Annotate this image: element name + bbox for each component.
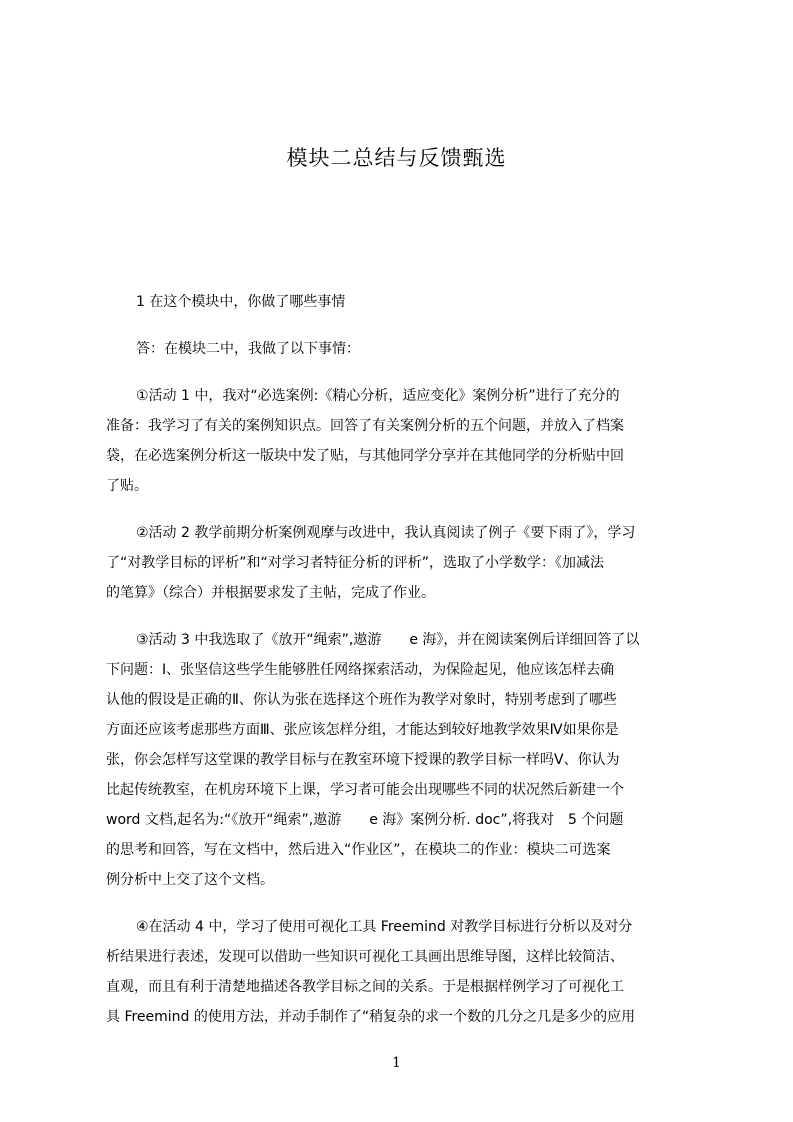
page-number: 1 bbox=[392, 1055, 401, 1071]
paragraph-line: 比起传统教室，在机房环境下上课，学习者可能会出现哪些不同的状况然后新建一个 bbox=[106, 782, 624, 798]
paragraph-line: 袋，在必选案例分析这一版块中发了贴，与其他同学分享并在其他同学的分析贴中回 bbox=[106, 448, 624, 464]
paragraph-line: 方面还应该考虑那些方面Ⅲ、张应该怎样分组，才能达到较好地教学效果Ⅳ如果你是 bbox=[106, 722, 619, 738]
document-title: 模块二总结与反馈甄选 bbox=[286, 146, 507, 170]
paragraph-line: ②活动 2 教学前期分析案例观摩与改进中，我认真阅读了例子《要下雨了》，学习 bbox=[136, 525, 636, 541]
paragraph-line: 张，你会怎样写这堂课的教学目标与在教室环境下授课的教学目标一样吗Ⅴ、你认为 bbox=[106, 752, 620, 768]
paragraph-line: ④在活动 4 中，学习了使用可视化工具 Freemind 对教学目标进行分析以及对分 bbox=[136, 919, 633, 935]
answer-intro: 答：在模块二中，我做了以下事情： bbox=[136, 341, 360, 357]
paragraph-line: 具 Freemind 的使用方法，并动手制作了“稍复杂的求一个数的几分之几是多少的应用 bbox=[106, 1009, 636, 1025]
paragraph-line: 析结果进行表述，发现可以借助一些知识可视化工具画出思维导图，这样比较简洁、 bbox=[106, 949, 624, 965]
paragraph-activity-4 bbox=[106, 912, 710, 1032]
document-body bbox=[106, 287, 710, 1032]
paragraph-line: 了“对教学目标的评析”和“对学习者特征分析的评析”，选取了小学数学：《加减法 bbox=[106, 555, 605, 571]
paragraph-line: word 文档,起名为:“《放开“绳索”,遨游 e 海》案例分析. doc”,将我对 5 个问题 bbox=[106, 812, 624, 828]
paragraph-line: ③活动 3 中我选取了《放开“绳索”,遨游 e 海》，并在阅读案例后详细回答了以 bbox=[136, 632, 640, 648]
paragraph-line: 下问题：Ⅰ、张坚信这些学生能够胜任网络探索活动，为保险起见，他应该怎样去确 bbox=[106, 662, 615, 678]
paragraph-line: 例分析中上交了这个文档。 bbox=[106, 872, 274, 888]
paragraph-line: 认他的假设是正确的Ⅱ、你认为张在选择这个班作为教学对象时，特别考虑到了哪些 bbox=[106, 692, 617, 708]
paragraph-line: 直观，而且有利于清楚地描述各教学目标之间的关系。于是根据样例学习了可视化工 bbox=[106, 979, 624, 995]
paragraph-line: 准备：我学习了有关的案例知识点。回答了有关案例分析的五个问题，并放入了档案 bbox=[106, 418, 624, 434]
paragraph-line: 了贴。 bbox=[106, 478, 148, 494]
paragraph-activity-1 bbox=[106, 381, 710, 501]
paragraph-line: 的笔算》（综合）并根据要求发了主帖，完成了作业。 bbox=[106, 585, 435, 601]
paragraph-line: ①活动 1 中，我对“必选案例:《精心分析，适应变化》案例分析”进行了充分的 bbox=[136, 388, 620, 404]
paragraph-activity-2 bbox=[106, 518, 710, 608]
question-line: 1 在这个模块中，你做了哪些事情 bbox=[136, 294, 346, 310]
paragraph-line: 的思考和回答，写在文档中，然后进入“作业区”，在模块二的作业：模块二可选案 bbox=[106, 842, 611, 858]
paragraph-activity-3 bbox=[106, 625, 710, 895]
